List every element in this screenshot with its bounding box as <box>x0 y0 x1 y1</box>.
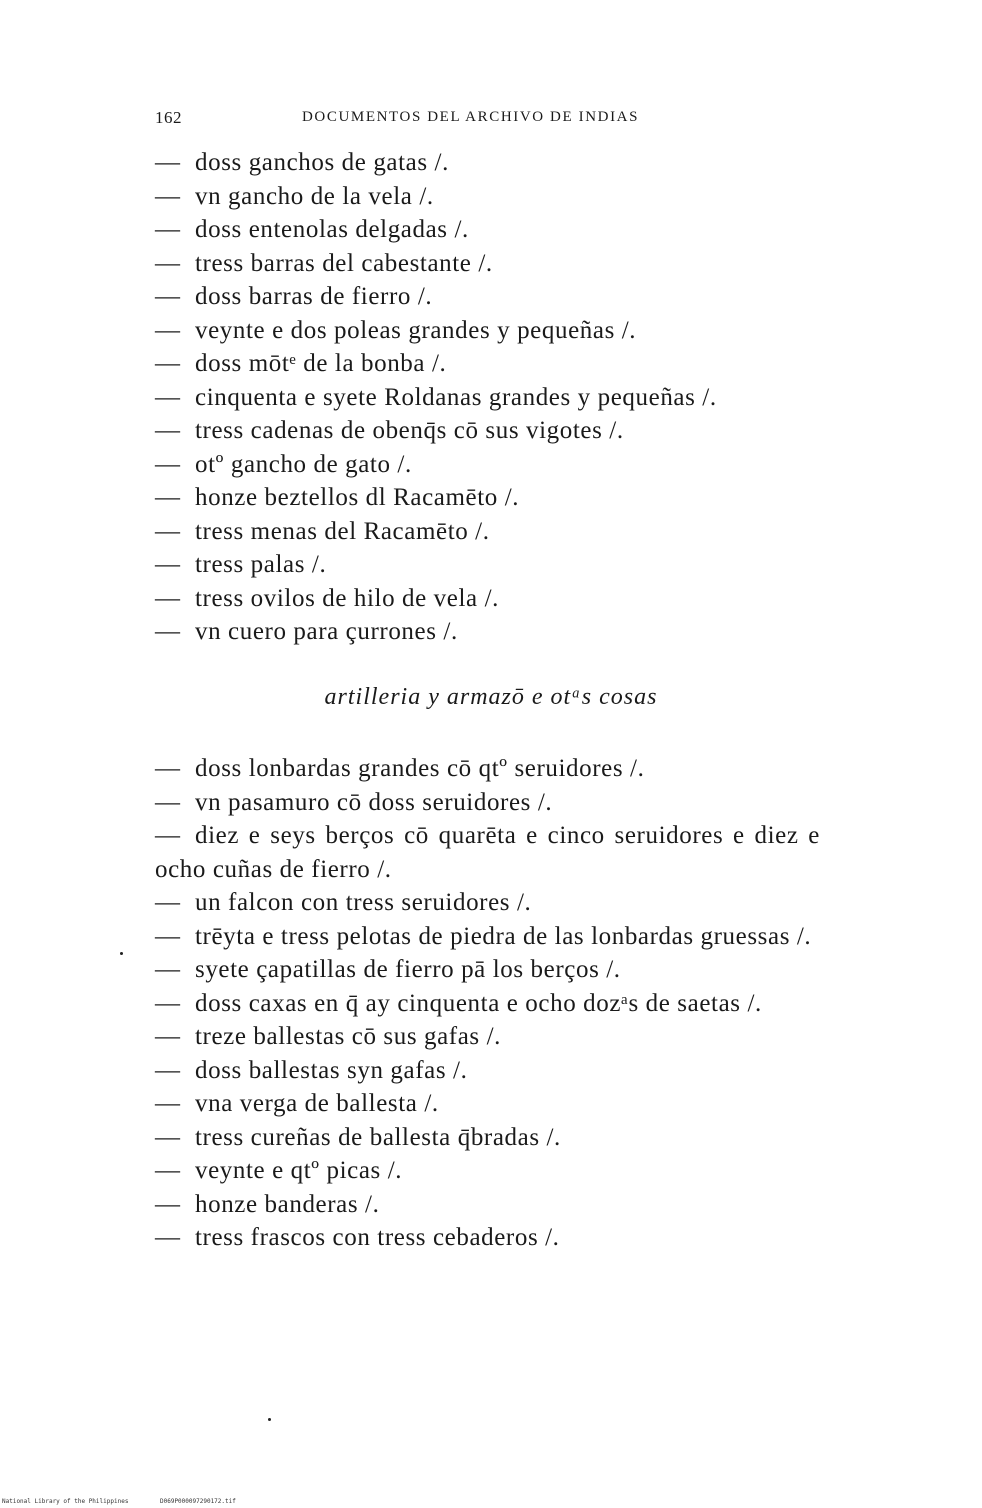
list-item <box>155 987 820 1021</box>
item-text: syete çapatillas de fierro pā los berços /. <box>195 956 621 983</box>
list-item <box>155 213 820 247</box>
item-dash: — <box>155 1224 181 1251</box>
section-heading: artilleria y armazō e otᵃs cosas <box>324 684 658 710</box>
item-dash: — <box>155 956 181 983</box>
item-text: vn gancho de la vela /. <box>195 182 434 210</box>
list-item <box>155 886 820 920</box>
item-dash: — <box>155 1023 181 1050</box>
list-item <box>155 180 820 214</box>
item-text: doss caxas en q̄ ay cinquenta e ocho dozᵃs de saetas /. <box>195 989 762 1017</box>
item-text: doss ballestas syn gafas /. <box>195 1056 468 1084</box>
list-item <box>155 819 820 886</box>
list-item <box>155 920 820 954</box>
item-text: veynte e dos poleas grandes y pequeñas /. <box>195 316 637 344</box>
list-item <box>155 582 820 616</box>
list-item <box>155 1221 820 1255</box>
item-dash: — <box>155 1123 181 1151</box>
list-item <box>155 414 820 448</box>
list-item <box>155 615 820 649</box>
list-item <box>155 314 820 348</box>
item-text: tress cureñas de ballesta q̄bradas /. <box>195 1123 561 1151</box>
item-dash: — <box>155 1056 181 1084</box>
list-item <box>155 1087 820 1121</box>
item-dash: — <box>155 149 181 176</box>
item-dash: — <box>155 1190 181 1218</box>
list-item <box>155 1020 820 1054</box>
item-text: honze banderas /. <box>195 1190 380 1218</box>
item-dash: — <box>155 182 181 210</box>
item-text: doss ganchos de gatas /. <box>195 149 449 176</box>
item-dash: — <box>155 584 181 612</box>
list-item <box>155 953 820 987</box>
inventory-list-rigging <box>155 146 820 649</box>
page-number: 162 <box>155 108 182 127</box>
item-text: doss lonbardas grandes cō qtº seruidores /. <box>195 755 645 782</box>
item-text: trēyta e tress pelotas de piedra de las lonbardas gruessas /. <box>195 922 812 950</box>
item-text: honze beztellos dl Racamēto /. <box>195 484 520 511</box>
item-dash: — <box>155 350 181 377</box>
item-dash: — <box>155 316 181 344</box>
item-dash: — <box>155 989 181 1017</box>
item-text: tress ovilos de hilo de vela /. <box>195 584 499 612</box>
list-item <box>155 548 820 582</box>
item-dash: — <box>155 551 181 578</box>
item-dash: — <box>155 788 181 816</box>
item-dash: — <box>155 1090 181 1117</box>
item-dash: — <box>155 1157 181 1184</box>
item-text: otº gancho de gato /. <box>195 450 412 478</box>
list-item <box>155 247 820 281</box>
item-text: tress frascos con tress cebaderos /. <box>195 1224 560 1251</box>
item-dash: — <box>155 283 181 310</box>
scan-credit: National Library of the Philippines <box>2 1498 129 1505</box>
item-text: tress menas del Racamēto /. <box>195 517 490 545</box>
list-item <box>155 1054 820 1088</box>
list-item <box>155 448 820 482</box>
list-item <box>155 481 820 515</box>
list-item <box>155 280 820 314</box>
list-item <box>155 1154 820 1188</box>
scan-speck <box>120 952 123 955</box>
list-item <box>155 347 820 381</box>
list-item <box>155 786 820 820</box>
item-dash: — <box>155 822 181 849</box>
item-text: veynte e qtº picas /. <box>195 1157 403 1184</box>
item-text: tress barras del cabestante /. <box>195 249 493 277</box>
item-text: diez e seys berços cō quarēta e cinco seruidores e diez e ocho cuñas de fierro /. <box>155 822 820 883</box>
item-dash: — <box>155 249 181 277</box>
item-text: tress palas /. <box>195 551 327 578</box>
list-item <box>155 381 820 415</box>
scan-file-name: D069P000097290172.tif <box>160 1498 236 1505</box>
list-item <box>155 1121 820 1155</box>
item-dash: — <box>155 450 181 478</box>
item-dash: — <box>155 922 181 950</box>
item-dash: — <box>155 755 181 782</box>
list-item <box>155 752 820 786</box>
inventory-list-artillery <box>155 752 820 1255</box>
item-text: tress cadenas de obenq̄s cō sus vigotes /. <box>195 417 624 444</box>
list-item <box>155 515 820 549</box>
item-dash: — <box>155 618 181 645</box>
item-text: cinquenta e syete Roldanas grandes y pequeñas /. <box>195 383 717 411</box>
item-text: vn pasamuro cō doss seruidores /. <box>195 788 553 816</box>
item-dash: — <box>155 417 181 444</box>
item-text: vna verga de ballesta /. <box>195 1090 439 1117</box>
running-head: DOCUMENTOS DEL ARCHIVO DE INDIAS <box>302 109 640 125</box>
item-dash: — <box>155 216 181 243</box>
list-item <box>155 1188 820 1222</box>
item-text: doss entenolas delgadas /. <box>195 216 469 243</box>
scan-speck <box>268 1418 271 1421</box>
item-text: un falcon con tress seruidores /. <box>195 889 532 916</box>
item-text: doss barras de fierro /. <box>195 283 433 310</box>
item-dash: — <box>155 484 181 511</box>
item-text: doss mōtᵉ de la bonba /. <box>195 350 447 377</box>
item-text: treze ballestas cō sus gafas /. <box>195 1023 501 1050</box>
list-item <box>155 146 820 180</box>
item-dash: — <box>155 517 181 545</box>
item-dash: — <box>155 889 181 916</box>
item-text: vn cuero para çurrones /. <box>195 618 458 645</box>
item-dash: — <box>155 383 181 411</box>
